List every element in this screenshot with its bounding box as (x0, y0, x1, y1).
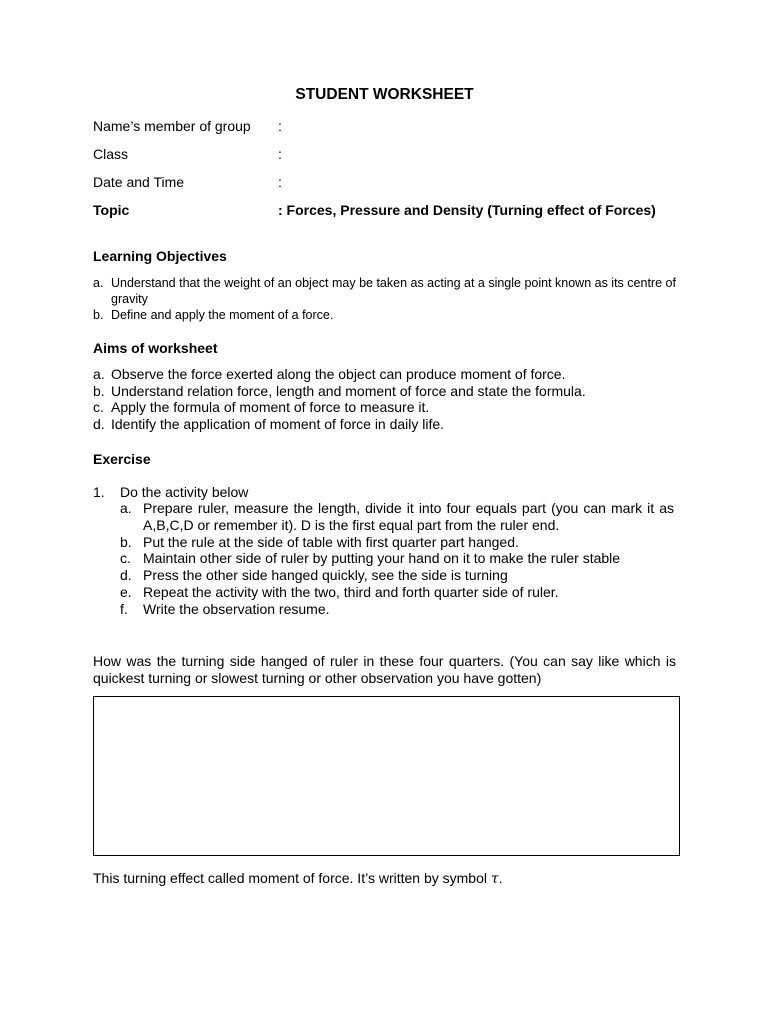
list-item (120, 550, 674, 567)
list-item-text: Repeat the activity with the two, third and forth quarter side of ruler. (143, 583, 559, 600)
field-label: Date and Time (93, 174, 185, 190)
list-marker: d. (93, 416, 105, 433)
topic-label: Topic (93, 202, 130, 218)
list-item (93, 366, 676, 383)
list-marker: b. (120, 533, 132, 550)
tau-symbol: τ (490, 871, 499, 887)
list-item (93, 383, 676, 400)
list-item-text: Define and apply the moment of a force. (111, 308, 334, 322)
field-label: Name’s member of group (93, 118, 251, 134)
list-marker: 1. (93, 484, 105, 500)
list-item-text: Write the observation resume. (143, 600, 330, 617)
list-item-text: Understand relation force, length and moment of force and state the formula. (111, 382, 586, 399)
list-item (120, 567, 674, 584)
list-item (120, 584, 674, 601)
list-item (93, 307, 676, 323)
list-item-text: Apply the formula of moment of force to measure it. (111, 399, 430, 416)
question-text: How was the turning side hanged of ruler in these four quarters. (You can say like which is quickest turning or slowest turning or other observation you have gotten) (93, 653, 676, 686)
field-value: : (278, 118, 282, 134)
learning-objectives-list (93, 275, 676, 323)
list-item-text: Prepare ruler, measure the length, divide it into four equals part (you can mark it as A,B,C,D or remember it). D is the first equal part from the ruler end. (143, 500, 674, 533)
learning-objectives-heading: Learning Objectives (93, 248, 227, 264)
closing-sentence: This turning effect called moment of force. It’s written by symbol (93, 870, 491, 886)
aims-heading: Aims of worksheet (93, 340, 218, 356)
closing-text (93, 870, 503, 887)
answer-box[interactable] (93, 696, 680, 856)
aims-list (93, 366, 676, 433)
exercise-item-text: Do the activity below (120, 484, 249, 500)
list-marker: d. (120, 567, 132, 584)
list-item (120, 601, 674, 618)
list-item-text: Observe the force exerted along the object can produce moment of force. (111, 366, 566, 382)
list-item-text: Press the other side hanged quickly, see the side is turning (143, 567, 508, 584)
list-item (93, 399, 676, 416)
list-marker: c. (93, 399, 104, 416)
list-item (120, 500, 674, 534)
field-value: : (278, 174, 282, 190)
list-marker: a. (93, 366, 105, 382)
list-marker: c. (120, 550, 131, 567)
list-marker: e. (120, 583, 132, 600)
list-item (93, 275, 676, 307)
list-item (93, 416, 676, 433)
list-marker: b. (93, 308, 104, 322)
list-marker: b. (93, 382, 105, 399)
topic-value: : Forces, Pressure and Density (Turning effect of Forces) (278, 202, 656, 218)
exercise-heading: Exercise (93, 451, 151, 467)
list-marker: a. (120, 500, 132, 516)
list-item-text: Maintain other side of ruler by putting your hand on it to make the ruler stable (143, 550, 621, 567)
closing-period: . (498, 870, 503, 886)
exercise-steps-list (120, 500, 674, 618)
list-item-text: Identify the application of moment of force in daily life. (111, 416, 445, 433)
list-item-text: Put the rule at the side of table with first quarter part hanged. (143, 533, 519, 550)
list-item (120, 534, 674, 551)
list-marker: f. (120, 600, 128, 617)
list-marker: a. (93, 276, 104, 290)
field-label: Class (93, 146, 129, 162)
page-title: STUDENT WORKSHEET (295, 86, 474, 103)
list-item-text: Understand that the weight of an object may be taken as acting at a single point known as its centre of gravity (111, 276, 676, 306)
field-value: : (278, 146, 282, 162)
